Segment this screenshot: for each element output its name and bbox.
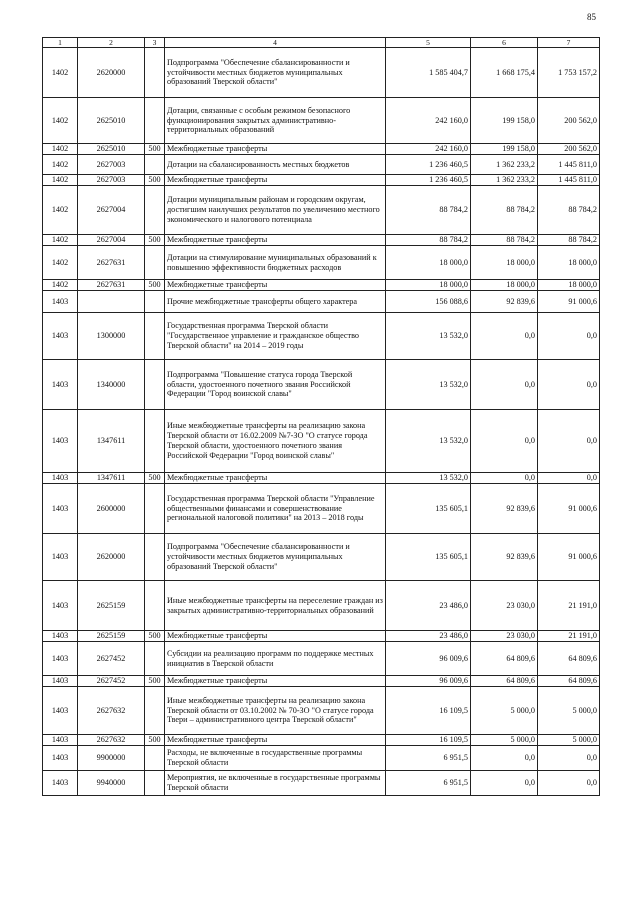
amount-col6-cell: 1 362 233,2 xyxy=(471,155,538,175)
expense-type-cell xyxy=(145,313,165,360)
target-article-cell: 2627631 xyxy=(78,280,145,291)
amount-col7-cell: 88 784,2 xyxy=(538,186,600,235)
amount-col6-cell: 0,0 xyxy=(471,771,538,796)
amount-col5-cell: 156 088,6 xyxy=(386,291,471,313)
header-cell: 2 xyxy=(78,38,145,48)
table-row xyxy=(43,280,600,291)
amount-col6-cell: 5 000,0 xyxy=(471,687,538,735)
table-row xyxy=(43,410,600,473)
target-article-cell: 2625159 xyxy=(78,631,145,642)
amount-col5-cell: 96 009,6 xyxy=(386,642,471,676)
description-cell: Дотации на стимулирование муниципальных образований к повышению эффективности бюджетных расходов xyxy=(165,246,386,280)
amount-col6-cell: 199 158,0 xyxy=(471,98,538,144)
target-article-cell xyxy=(78,291,145,313)
amount-col5-cell: 18 000,0 xyxy=(386,246,471,280)
amount-col5-cell: 13 532,0 xyxy=(386,473,471,484)
description-cell: Субсидии на реализацию программ по поддержке местных инициатив в Тверской области xyxy=(165,642,386,676)
expense-type-cell xyxy=(145,746,165,771)
column-number-header-row xyxy=(43,38,600,48)
section-code-cell: 1402 xyxy=(43,235,78,246)
amount-col5-cell: 6 951,5 xyxy=(386,771,471,796)
target-article-cell: 2600000 xyxy=(78,484,145,534)
section-code-cell: 1403 xyxy=(43,291,78,313)
table-row xyxy=(43,313,600,360)
section-code-cell: 1403 xyxy=(43,676,78,687)
target-article-cell: 1347611 xyxy=(78,410,145,473)
amount-col6-cell: 0,0 xyxy=(471,313,538,360)
table-row xyxy=(43,155,600,175)
target-article-cell: 2625010 xyxy=(78,98,145,144)
amount-col6-cell: 0,0 xyxy=(471,360,538,410)
amount-col6-cell: 88 784,2 xyxy=(471,235,538,246)
target-article-cell: 2627632 xyxy=(78,687,145,735)
amount-col6-cell: 88 784,2 xyxy=(471,186,538,235)
target-article-cell: 2625010 xyxy=(78,144,145,155)
target-article-cell: 1347611 xyxy=(78,473,145,484)
description-cell: Государственная программа Тверской области "Управление общественными финансами и совершенствование региональной налоговой политики" на 2013 – 2018 годы xyxy=(165,484,386,534)
amount-col6-cell: 18 000,0 xyxy=(471,280,538,291)
expense-type-cell xyxy=(145,484,165,534)
section-code-cell: 1402 xyxy=(43,246,78,280)
amount-col6-cell: 23 030,0 xyxy=(471,581,538,631)
amount-col6-cell: 92 839,6 xyxy=(471,484,538,534)
target-article-cell: 2627452 xyxy=(78,642,145,676)
target-article-cell: 2627004 xyxy=(78,186,145,235)
expense-type-cell: 500 xyxy=(145,235,165,246)
table-row xyxy=(43,484,600,534)
amount-col7-cell: 0,0 xyxy=(538,771,600,796)
description-cell: Подпрограмма "Обеспечение сбалансированности и устойчивости местных бюджетов муниципальных образований Тверской области" xyxy=(165,48,386,98)
description-cell: Межбюджетные трансферты xyxy=(165,144,386,155)
amount-col5-cell: 23 486,0 xyxy=(386,631,471,642)
amount-col7-cell: 0,0 xyxy=(538,360,600,410)
amount-col5-cell: 242 160,0 xyxy=(386,144,471,155)
target-article-cell: 2627003 xyxy=(78,155,145,175)
description-cell: Иные межбюджетные трансферты на реализацию закона Тверской области от 03.10.2002 № 70-ЗО "О статусе города Твери – административного центра Тверской области" xyxy=(165,687,386,735)
description-cell: Межбюджетные трансферты xyxy=(165,631,386,642)
expense-type-cell xyxy=(145,771,165,796)
target-article-cell: 2627632 xyxy=(78,735,145,746)
expense-type-cell xyxy=(145,360,165,410)
table-row xyxy=(43,735,600,746)
section-code-cell: 1402 xyxy=(43,186,78,235)
amount-col7-cell: 0,0 xyxy=(538,313,600,360)
expense-type-cell xyxy=(145,410,165,473)
expense-type-cell: 500 xyxy=(145,473,165,484)
section-code-cell: 1403 xyxy=(43,410,78,473)
target-article-cell: 2627004 xyxy=(78,235,145,246)
description-cell: Дотации муниципальным районам и городским округам, достигшим наилучших результатов по увеличению местного экономического и налогового потенциала xyxy=(165,186,386,235)
expense-type-cell xyxy=(145,186,165,235)
amount-col6-cell: 0,0 xyxy=(471,410,538,473)
amount-col5-cell: 6 951,5 xyxy=(386,746,471,771)
section-code-cell: 1402 xyxy=(43,98,78,144)
amount-col6-cell: 199 158,0 xyxy=(471,144,538,155)
description-cell: Межбюджетные трансферты xyxy=(165,676,386,687)
section-code-cell: 1403 xyxy=(43,581,78,631)
table-row xyxy=(43,144,600,155)
amount-col7-cell: 88 784,2 xyxy=(538,235,600,246)
amount-col7-cell: 5 000,0 xyxy=(538,687,600,735)
table-row xyxy=(43,186,600,235)
target-article-cell: 1300000 xyxy=(78,313,145,360)
amount-col5-cell: 242 160,0 xyxy=(386,98,471,144)
description-cell: Межбюджетные трансферты xyxy=(165,280,386,291)
table-row xyxy=(43,98,600,144)
amount-col7-cell: 0,0 xyxy=(538,410,600,473)
amount-col6-cell: 0,0 xyxy=(471,473,538,484)
section-code-cell: 1403 xyxy=(43,360,78,410)
table-row xyxy=(43,473,600,484)
amount-col7-cell: 200 562,0 xyxy=(538,98,600,144)
expense-type-cell xyxy=(145,48,165,98)
table-row xyxy=(43,534,600,581)
header-cell: 1 xyxy=(43,38,78,48)
expense-type-cell xyxy=(145,98,165,144)
amount-col5-cell: 88 784,2 xyxy=(386,235,471,246)
amount-col7-cell: 64 809,6 xyxy=(538,676,600,687)
target-article-cell: 9900000 xyxy=(78,746,145,771)
amount-col5-cell: 13 532,0 xyxy=(386,360,471,410)
amount-col5-cell: 1 585 404,7 xyxy=(386,48,471,98)
amount-col5-cell: 16 109,5 xyxy=(386,687,471,735)
target-article-cell: 2620000 xyxy=(78,534,145,581)
amount-col6-cell: 5 000,0 xyxy=(471,735,538,746)
section-code-cell: 1403 xyxy=(43,642,78,676)
amount-col5-cell: 16 109,5 xyxy=(386,735,471,746)
table-row xyxy=(43,581,600,631)
amount-col6-cell: 92 839,6 xyxy=(471,291,538,313)
section-code-cell: 1403 xyxy=(43,313,78,360)
expense-type-cell xyxy=(145,246,165,280)
amount-col7-cell: 18 000,0 xyxy=(538,246,600,280)
amount-col7-cell: 0,0 xyxy=(538,746,600,771)
description-cell: Подпрограмма "Обеспечение сбалансированности и устойчивости местных бюджетов муниципальных образований Тверской области" xyxy=(165,534,386,581)
amount-col5-cell: 135 605,1 xyxy=(386,484,471,534)
section-code-cell: 1403 xyxy=(43,484,78,534)
amount-col5-cell: 96 009,6 xyxy=(386,676,471,687)
section-code-cell: 1403 xyxy=(43,771,78,796)
target-article-cell: 9940000 xyxy=(78,771,145,796)
target-article-cell: 2625159 xyxy=(78,581,145,631)
amount-col7-cell: 1 445 811,0 xyxy=(538,175,600,186)
description-cell: Межбюджетные трансферты xyxy=(165,735,386,746)
expense-type-cell xyxy=(145,291,165,313)
expense-type-cell xyxy=(145,581,165,631)
description-cell: Межбюджетные трансферты xyxy=(165,175,386,186)
page-number: 85 xyxy=(587,12,596,22)
table-row xyxy=(43,771,600,796)
amount-col6-cell: 64 809,6 xyxy=(471,642,538,676)
description-cell: Прочие межбюджетные трансферты общего характера xyxy=(165,291,386,313)
amount-col6-cell: 64 809,6 xyxy=(471,676,538,687)
amount-col5-cell: 1 236 460,5 xyxy=(386,155,471,175)
header-cell: 3 xyxy=(145,38,165,48)
section-code-cell: 1403 xyxy=(43,687,78,735)
table-row xyxy=(43,360,600,410)
amount-col6-cell: 0,0 xyxy=(471,746,538,771)
description-cell: Расходы, не включенные в государственные программы Тверской области xyxy=(165,746,386,771)
amount-col7-cell: 91 000,6 xyxy=(538,291,600,313)
header-cell: 7 xyxy=(538,38,600,48)
section-code-cell: 1402 xyxy=(43,175,78,186)
expense-type-cell: 500 xyxy=(145,676,165,687)
amount-col7-cell: 0,0 xyxy=(538,473,600,484)
expense-type-cell: 500 xyxy=(145,280,165,291)
description-cell: Дотации на сбалансированность местных бюджетов xyxy=(165,155,386,175)
table-row xyxy=(43,48,600,98)
amount-col7-cell: 91 000,6 xyxy=(538,534,600,581)
table-row xyxy=(43,631,600,642)
amount-col7-cell: 5 000,0 xyxy=(538,735,600,746)
amount-col5-cell: 23 486,0 xyxy=(386,581,471,631)
section-code-cell: 1402 xyxy=(43,155,78,175)
description-cell: Государственная программа Тверской области "Государственное управление и гражданское общество Тверской области" на 2014 – 2019 годы xyxy=(165,313,386,360)
section-code-cell: 1403 xyxy=(43,534,78,581)
budget-table xyxy=(42,37,600,796)
table-row xyxy=(43,235,600,246)
amount-col6-cell: 92 839,6 xyxy=(471,534,538,581)
expense-type-cell xyxy=(145,642,165,676)
header-cell: 4 xyxy=(165,38,386,48)
amount-col7-cell: 200 562,0 xyxy=(538,144,600,155)
amount-col6-cell: 18 000,0 xyxy=(471,246,538,280)
table-row xyxy=(43,687,600,735)
section-code-cell: 1403 xyxy=(43,631,78,642)
amount-col7-cell: 18 000,0 xyxy=(538,280,600,291)
section-code-cell: 1403 xyxy=(43,746,78,771)
description-cell: Межбюджетные трансферты xyxy=(165,235,386,246)
expense-type-cell: 500 xyxy=(145,631,165,642)
expense-type-cell: 500 xyxy=(145,735,165,746)
table-row xyxy=(43,746,600,771)
table-row xyxy=(43,246,600,280)
amount-col5-cell: 1 236 460,5 xyxy=(386,175,471,186)
amount-col6-cell: 1 668 175,4 xyxy=(471,48,538,98)
target-article-cell: 2620000 xyxy=(78,48,145,98)
description-cell: Иные межбюджетные трансферты на переселение граждан из закрытых административно-территориальных образований xyxy=(165,581,386,631)
expense-type-cell: 500 xyxy=(145,144,165,155)
header-cell: 6 xyxy=(471,38,538,48)
section-code-cell: 1402 xyxy=(43,280,78,291)
table-row xyxy=(43,642,600,676)
description-cell: Дотации, связанные с особым режимом безопасного функционирования закрытых административно-территориальных образований xyxy=(165,98,386,144)
description-cell: Мероприятия, не включенные в государственные программы Тверской области xyxy=(165,771,386,796)
amount-col5-cell: 13 532,0 xyxy=(386,410,471,473)
table-row xyxy=(43,175,600,186)
target-article-cell: 1340000 xyxy=(78,360,145,410)
amount-col7-cell: 21 191,0 xyxy=(538,581,600,631)
description-cell: Подпрограмма "Повышение статуса города Тверской области, удостоенного почетного звания Российской Федерации "Город воинской славы" xyxy=(165,360,386,410)
amount-col5-cell: 135 605,1 xyxy=(386,534,471,581)
amount-col7-cell: 1 753 157,2 xyxy=(538,48,600,98)
amount-col6-cell: 1 362 233,2 xyxy=(471,175,538,186)
target-article-cell: 2627631 xyxy=(78,246,145,280)
description-cell: Межбюджетные трансферты xyxy=(165,473,386,484)
amount-col5-cell: 13 532,0 xyxy=(386,313,471,360)
description-cell: Иные межбюджетные трансферты на реализацию закона Тверской области от 16.02.2009 №7-ЗО "О статусе города Тверской области, удостоенного почетного звания Российской Федерации "Город воинской славы" xyxy=(165,410,386,473)
table-row xyxy=(43,291,600,313)
section-code-cell: 1402 xyxy=(43,48,78,98)
expense-type-cell xyxy=(145,687,165,735)
target-article-cell: 2627003 xyxy=(78,175,145,186)
amount-col7-cell: 64 809,6 xyxy=(538,642,600,676)
expense-type-cell xyxy=(145,534,165,581)
target-article-cell: 2627452 xyxy=(78,676,145,687)
amount-col7-cell: 21 191,0 xyxy=(538,631,600,642)
table-row xyxy=(43,676,600,687)
amount-col5-cell: 18 000,0 xyxy=(386,280,471,291)
amount-col7-cell: 1 445 811,0 xyxy=(538,155,600,175)
amount-col5-cell: 88 784,2 xyxy=(386,186,471,235)
expense-type-cell: 500 xyxy=(145,175,165,186)
section-code-cell: 1403 xyxy=(43,735,78,746)
section-code-cell: 1402 xyxy=(43,144,78,155)
header-cell: 5 xyxy=(386,38,471,48)
amount-col6-cell: 23 030,0 xyxy=(471,631,538,642)
expense-type-cell xyxy=(145,155,165,175)
section-code-cell: 1403 xyxy=(43,473,78,484)
amount-col7-cell: 91 000,6 xyxy=(538,484,600,534)
